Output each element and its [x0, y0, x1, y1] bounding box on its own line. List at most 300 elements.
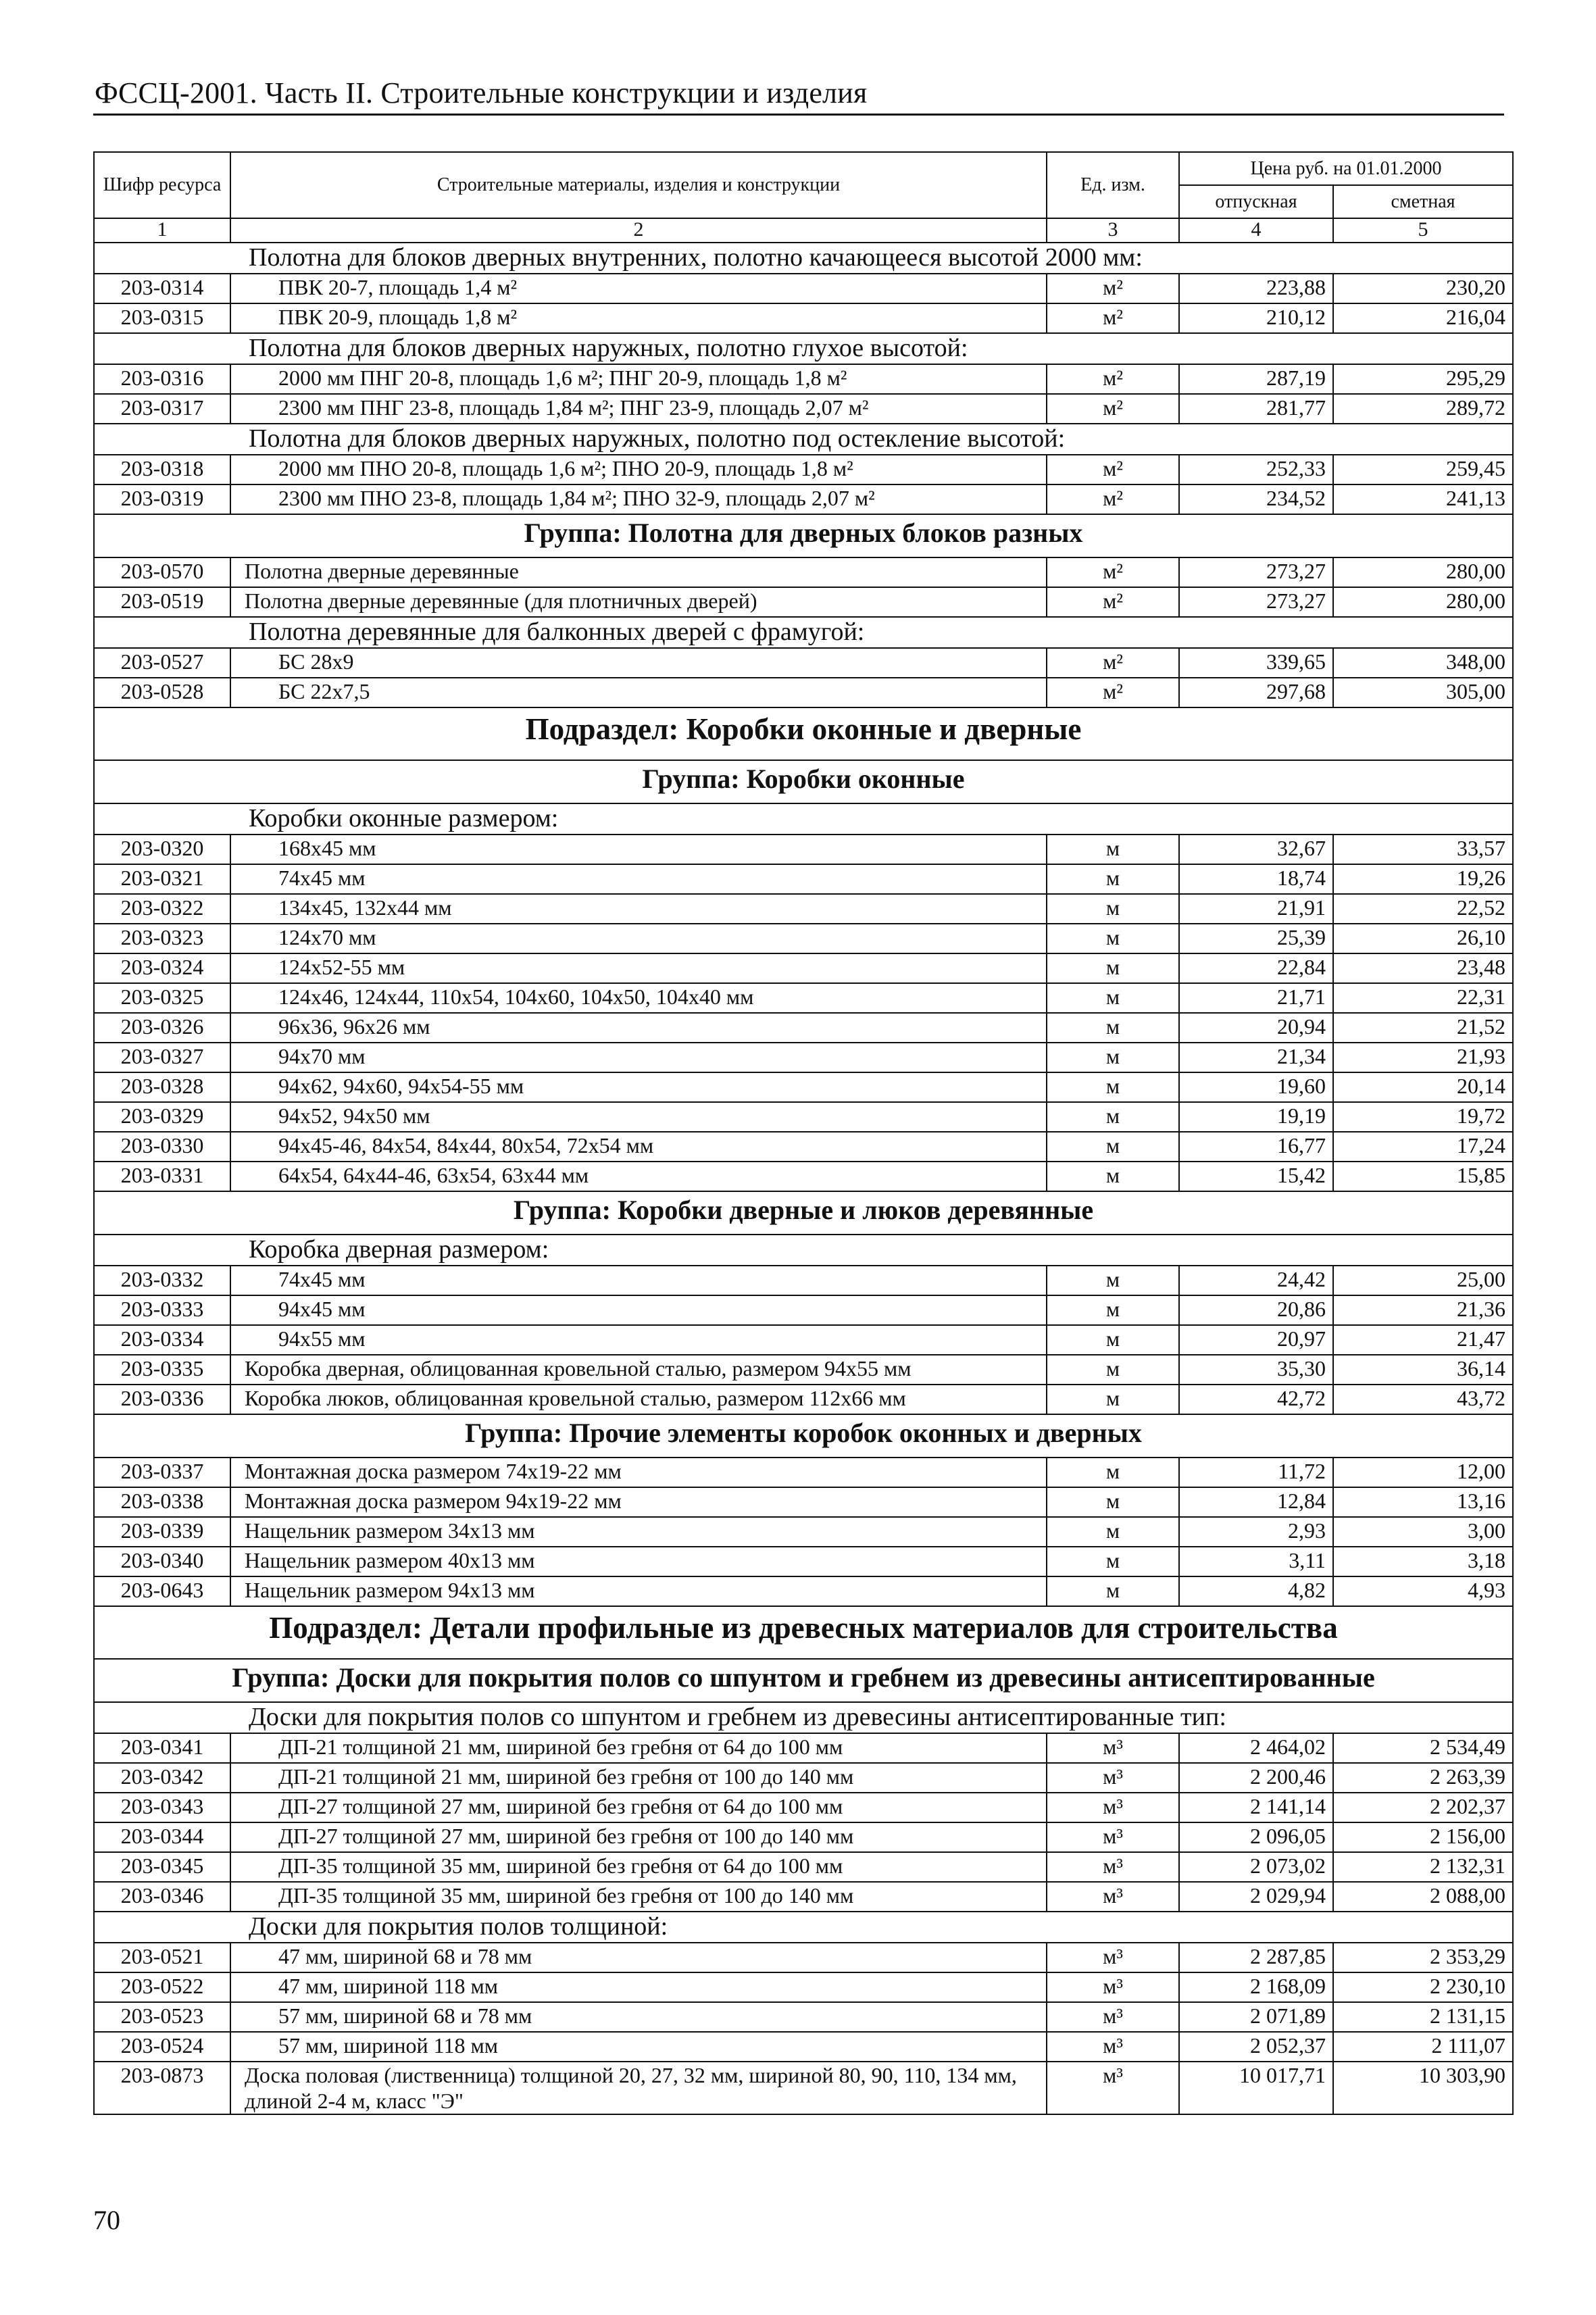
unit: м: [1047, 1013, 1179, 1043]
release-price: 16,77: [1179, 1132, 1333, 1162]
release-price: 20,94: [1179, 1013, 1333, 1043]
item-name: ДП-27 толщиной 27 мм, шириной без гребня от 100 до 140 мм: [230, 1822, 1047, 1852]
unit: м: [1047, 953, 1179, 983]
unit: м: [1047, 1355, 1179, 1385]
table-row: [94, 587, 1513, 617]
item-name: 57 мм, шириной 118 мм: [230, 2032, 1047, 2062]
estimate-price: 21,47: [1333, 1325, 1513, 1355]
caption-row: [94, 333, 1513, 364]
resource-code: 203-0328: [94, 1072, 230, 1102]
unit: м: [1047, 1325, 1179, 1355]
table-row: [94, 394, 1513, 424]
resource-code: 203-0314: [94, 274, 230, 303]
release-price: 339,65: [1179, 648, 1333, 678]
unit: м: [1047, 1487, 1179, 1517]
item-name: Нащельник размером 34х13 мм: [230, 1517, 1047, 1547]
unit: м³: [1047, 1882, 1179, 1912]
resource-code: 203-0333: [94, 1295, 230, 1325]
estimate-price: 3,00: [1333, 1517, 1513, 1547]
item-name: 94х45-46, 84х54, 84х44, 80х54, 72х54 мм: [230, 1132, 1047, 1162]
unit: м: [1047, 1132, 1179, 1162]
unit: м³: [1047, 1852, 1179, 1882]
estimate-price: 289,72: [1333, 394, 1513, 424]
estimate-price: 23,48: [1333, 953, 1513, 983]
release-price: 15,42: [1179, 1162, 1333, 1191]
unit: м²: [1047, 557, 1179, 587]
estimate-price: 21,52: [1333, 1013, 1513, 1043]
item-name: Полотна дверные деревянные (для плотничных дверей): [230, 587, 1047, 617]
unit: м: [1047, 894, 1179, 924]
table-row: [94, 953, 1513, 983]
estimate-price: 280,00: [1333, 587, 1513, 617]
resource-code: 203-0519: [94, 587, 230, 617]
table-row: [94, 303, 1513, 333]
group-heading-row: [94, 760, 1513, 803]
unit: м²: [1047, 274, 1179, 303]
col-number: 4: [1179, 218, 1333, 243]
unit: м: [1047, 1547, 1179, 1576]
release-price: 22,84: [1179, 953, 1333, 983]
resource-code: 203-0524: [94, 2032, 230, 2062]
column-numbers-row: [94, 218, 1513, 243]
unit: м: [1047, 1266, 1179, 1295]
unit: м: [1047, 1458, 1179, 1487]
title-rule: [93, 114, 1504, 116]
header-price: Цена руб. на 01.01.2000: [1179, 152, 1513, 185]
resource-code: 203-0317: [94, 394, 230, 424]
release-price: 2 141,14: [1179, 1793, 1333, 1822]
resource-code: 203-0521: [94, 1943, 230, 1972]
estimate-price: 216,04: [1333, 303, 1513, 333]
item-name: Монтажная доска размером 94х19-22 мм: [230, 1487, 1047, 1517]
item-name: 74х45 мм: [230, 864, 1047, 894]
estimate-price: 3,18: [1333, 1547, 1513, 1576]
estimate-price: 2 230,10: [1333, 1972, 1513, 2002]
item-name: 96х36, 96х26 мм: [230, 1013, 1047, 1043]
release-price: 20,97: [1179, 1325, 1333, 1355]
table-row: [94, 1972, 1513, 2002]
resource-code: 203-0345: [94, 1852, 230, 1882]
header-release: отпускная: [1179, 185, 1333, 218]
caption-row: [94, 803, 1513, 835]
release-price: 12,84: [1179, 1487, 1333, 1517]
group-heading: Группа: Коробки оконные: [94, 760, 1513, 803]
estimate-price: 4,93: [1333, 1576, 1513, 1606]
estimate-price: 2 131,15: [1333, 2002, 1513, 2032]
resource-code: 203-0337: [94, 1458, 230, 1487]
resource-code: 203-0336: [94, 1385, 230, 1414]
table-row: [94, 648, 1513, 678]
unit: м: [1047, 983, 1179, 1013]
release-price: 21,91: [1179, 894, 1333, 924]
table-row: [94, 1882, 1513, 1912]
estimate-price: 259,45: [1333, 455, 1513, 484]
unit: м: [1047, 1517, 1179, 1547]
unit: м: [1047, 1043, 1179, 1072]
estimate-price: 2 088,00: [1333, 1882, 1513, 1912]
unit: м²: [1047, 364, 1179, 394]
item-name: 64х54, 64х44-46, 63х54, 63х44 мм: [230, 1162, 1047, 1191]
category-caption: Доски для покрытия полов толщиной:: [94, 1912, 1513, 1943]
resource-code: 203-0340: [94, 1547, 230, 1576]
group-heading-row: [94, 1191, 1513, 1235]
unit: м³: [1047, 1793, 1179, 1822]
release-price: 21,34: [1179, 1043, 1333, 1072]
release-price: 2 464,02: [1179, 1733, 1333, 1763]
resource-code: 203-0322: [94, 894, 230, 924]
resource-code: 203-0320: [94, 835, 230, 864]
estimate-price: 22,52: [1333, 894, 1513, 924]
resource-code: 203-0319: [94, 484, 230, 514]
release-price: 11,72: [1179, 1458, 1333, 1487]
item-name: 124х46, 124х44, 110х54, 104х60, 104х50, 104х40 мм: [230, 983, 1047, 1013]
unit: м: [1047, 1162, 1179, 1191]
estimate-price: 13,16: [1333, 1487, 1513, 1517]
estimate-price: 33,57: [1333, 835, 1513, 864]
table-row: [94, 484, 1513, 514]
unit: м³: [1047, 2062, 1179, 2114]
caption-row: [94, 1235, 1513, 1266]
resource-code: 203-0341: [94, 1733, 230, 1763]
col-number: 5: [1333, 218, 1513, 243]
resource-code: 203-0643: [94, 1576, 230, 1606]
resource-code: 203-0321: [94, 864, 230, 894]
release-price: 297,68: [1179, 678, 1333, 707]
release-price: 223,88: [1179, 274, 1333, 303]
estimate-price: 15,85: [1333, 1162, 1513, 1191]
table-row: [94, 1547, 1513, 1576]
item-name: Полотна дверные деревянные: [230, 557, 1047, 587]
unit: м²: [1047, 394, 1179, 424]
resource-code: 203-0523: [94, 2002, 230, 2032]
header-code: Шифр ресурса: [94, 152, 230, 218]
group-heading: Группа: Коробки дверные и люков деревянные: [94, 1191, 1513, 1235]
item-name: 2300 мм ПНГ 23-8, площадь 1,84 м²; ПНГ 23-9, площадь 2,07 м²: [230, 394, 1047, 424]
item-name: Нащельник размером 40х13 мм: [230, 1547, 1047, 1576]
unit: м²: [1047, 484, 1179, 514]
table-row: [94, 894, 1513, 924]
table-row: [94, 274, 1513, 303]
subsection-heading: Подраздел: Детали профильные из древесных материалов для строительства: [94, 1606, 1513, 1659]
release-price: 2 029,94: [1179, 1882, 1333, 1912]
table-row: [94, 1733, 1513, 1763]
resource-code: 203-0315: [94, 303, 230, 333]
resource-code: 203-0318: [94, 455, 230, 484]
subsection-heading-row: [94, 1606, 1513, 1659]
table-row: [94, 1355, 1513, 1385]
resource-code: 203-0527: [94, 648, 230, 678]
item-name: ПВК 20-7, площадь 1,4 м²: [230, 274, 1047, 303]
group-heading-row: [94, 514, 1513, 557]
resource-code: 203-0316: [94, 364, 230, 394]
table-row: [94, 2032, 1513, 2062]
estimate-price: 2 202,37: [1333, 1793, 1513, 1822]
group-heading-row: [94, 1659, 1513, 1702]
unit: м²: [1047, 303, 1179, 333]
resource-code: 203-0327: [94, 1043, 230, 1072]
table-row: [94, 1943, 1513, 1972]
release-price: 19,60: [1179, 1072, 1333, 1102]
table-row: [94, 1763, 1513, 1793]
price-table: [93, 151, 1514, 2115]
header-unit: Ед. изм.: [1047, 152, 1179, 218]
header-estimate: сметная: [1333, 185, 1513, 218]
table-row: [94, 557, 1513, 587]
resource-code: 203-0331: [94, 1162, 230, 1191]
resource-code: 203-0332: [94, 1266, 230, 1295]
unit: м³: [1047, 1733, 1179, 1763]
estimate-price: 2 534,49: [1333, 1733, 1513, 1763]
table-row: [94, 678, 1513, 707]
release-price: 210,12: [1179, 303, 1333, 333]
unit: м²: [1047, 455, 1179, 484]
item-name: ДП-35 толщиной 35 мм, шириной без гребня от 100 до 140 мм: [230, 1882, 1047, 1912]
estimate-price: 21,36: [1333, 1295, 1513, 1325]
caption-row: [94, 424, 1513, 455]
release-price: 2 168,09: [1179, 1972, 1333, 2002]
table-row: [94, 1325, 1513, 1355]
item-name: 94х45 мм: [230, 1295, 1047, 1325]
table-row: [94, 1102, 1513, 1132]
table-row: [94, 835, 1513, 864]
group-heading: Группа: Прочие элементы коробок оконных и дверных: [94, 1414, 1513, 1458]
table-row: [94, 364, 1513, 394]
table-row: [94, 455, 1513, 484]
unit: м³: [1047, 1763, 1179, 1793]
item-name: 94х70 мм: [230, 1043, 1047, 1072]
release-price: 10 017,71: [1179, 2062, 1333, 2114]
table-row: [94, 1458, 1513, 1487]
release-price: 2,93: [1179, 1517, 1333, 1547]
estimate-price: 12,00: [1333, 1458, 1513, 1487]
resource-code: 203-0873: [94, 2062, 230, 2114]
table-row: [94, 1822, 1513, 1852]
estimate-price: 230,20: [1333, 274, 1513, 303]
unit: м³: [1047, 1822, 1179, 1852]
release-price: 2 052,37: [1179, 2032, 1333, 2062]
table-row: [94, 1043, 1513, 1072]
release-price: 273,27: [1179, 587, 1333, 617]
estimate-price: 2 111,07: [1333, 2032, 1513, 2062]
estimate-price: 25,00: [1333, 1266, 1513, 1295]
table-row: [94, 1132, 1513, 1162]
resource-code: 203-0343: [94, 1793, 230, 1822]
resource-code: 203-0346: [94, 1882, 230, 1912]
estimate-price: 2 132,31: [1333, 1852, 1513, 1882]
estimate-price: 10 303,90: [1333, 2062, 1513, 2114]
category-caption: Полотна для блоков дверных внутренних, полотно качающееся высотой 2000 мм:: [94, 243, 1513, 274]
item-name: ДП-35 толщиной 35 мм, шириной без гребня от 64 до 100 мм: [230, 1852, 1047, 1882]
resource-code: 203-0334: [94, 1325, 230, 1355]
page-number: 70: [93, 2205, 120, 2235]
table-row: [94, 1013, 1513, 1043]
item-name: 57 мм, шириной 68 и 78 мм: [230, 2002, 1047, 2032]
release-price: 18,74: [1179, 864, 1333, 894]
estimate-price: 43,72: [1333, 1385, 1513, 1414]
release-price: 252,33: [1179, 455, 1333, 484]
item-name: 47 мм, шириной 68 и 78 мм: [230, 1943, 1047, 1972]
release-price: 32,67: [1179, 835, 1333, 864]
unit: м: [1047, 835, 1179, 864]
item-name: 124х52-55 мм: [230, 953, 1047, 983]
col-number: 2: [230, 218, 1047, 243]
resource-code: 203-0570: [94, 557, 230, 587]
item-name: Монтажная доска размером 74х19-22 мм: [230, 1458, 1047, 1487]
resource-code: 203-0344: [94, 1822, 230, 1852]
unit: м²: [1047, 587, 1179, 617]
release-price: 35,30: [1179, 1355, 1333, 1385]
release-price: 234,52: [1179, 484, 1333, 514]
unit: м³: [1047, 1972, 1179, 2002]
estimate-price: 20,14: [1333, 1072, 1513, 1102]
estimate-price: 2 156,00: [1333, 1822, 1513, 1852]
table-row: [94, 1793, 1513, 1822]
item-name: 94х55 мм: [230, 1325, 1047, 1355]
subsection-heading: Подраздел: Коробки оконные и дверные: [94, 707, 1513, 760]
table-row: [94, 1266, 1513, 1295]
category-caption: Коробки оконные размером:: [94, 803, 1513, 835]
category-caption: Доски для покрытия полов со шпунтом и гребнем из древесины антисептированные тип:: [94, 1702, 1513, 1733]
item-name: БС 22х7,5: [230, 678, 1047, 707]
estimate-price: 36,14: [1333, 1355, 1513, 1385]
release-price: 21,71: [1179, 983, 1333, 1013]
page-title: ФССЦ-2001. Часть II. Строительные конструкции и изделия: [95, 76, 868, 109]
estimate-price: 2 263,39: [1333, 1763, 1513, 1793]
release-price: 281,77: [1179, 394, 1333, 424]
table-row: [94, 1385, 1513, 1414]
table-row: [94, 1517, 1513, 1547]
table-row: [94, 1576, 1513, 1606]
release-price: 2 287,85: [1179, 1943, 1333, 1972]
unit: м: [1047, 924, 1179, 953]
unit: м²: [1047, 678, 1179, 707]
unit: м³: [1047, 2002, 1179, 2032]
item-name: 94х52, 94х50 мм: [230, 1102, 1047, 1132]
item-name: 94х62, 94х60, 94х54-55 мм: [230, 1072, 1047, 1102]
resource-code: 203-0323: [94, 924, 230, 953]
resource-code: 203-0339: [94, 1517, 230, 1547]
category-caption: Коробка дверная размером:: [94, 1235, 1513, 1266]
col-number: 3: [1047, 218, 1179, 243]
table-row: [94, 1295, 1513, 1325]
release-price: 24,42: [1179, 1266, 1333, 1295]
item-name: 2000 мм ПНО 20-8, площадь 1,6 м²; ПНО 20-9, площадь 1,8 м²: [230, 455, 1047, 484]
item-name: 74х45 мм: [230, 1266, 1047, 1295]
estimate-price: 19,72: [1333, 1102, 1513, 1132]
caption-row: [94, 1702, 1513, 1733]
table-row: [94, 864, 1513, 894]
estimate-price: 22,31: [1333, 983, 1513, 1013]
release-price: 42,72: [1179, 1385, 1333, 1414]
item-name: ДП-21 толщиной 21 мм, шириной без гребня от 100 до 140 мм: [230, 1763, 1047, 1793]
item-name: 47 мм, шириной 118 мм: [230, 1972, 1047, 2002]
item-name: Коробка дверная, облицованная кровельной сталью, размером 94х55 мм: [230, 1355, 1047, 1385]
item-name: 2000 мм ПНГ 20-8, площадь 1,6 м²; ПНГ 20-9, площадь 1,8 м²: [230, 364, 1047, 394]
release-price: 273,27: [1179, 557, 1333, 587]
release-price: 20,86: [1179, 1295, 1333, 1325]
release-price: 3,11: [1179, 1547, 1333, 1576]
release-price: 2 200,46: [1179, 1763, 1333, 1793]
table-row: [94, 1487, 1513, 1517]
resource-code: 203-0528: [94, 678, 230, 707]
unit: м: [1047, 1295, 1179, 1325]
estimate-price: 348,00: [1333, 648, 1513, 678]
subsection-heading-row: [94, 707, 1513, 760]
table-row: [94, 2002, 1513, 2032]
resource-code: 203-0342: [94, 1763, 230, 1793]
item-name: ПВК 20-9, площадь 1,8 м²: [230, 303, 1047, 333]
estimate-price: 241,13: [1333, 484, 1513, 514]
resource-code: 203-0330: [94, 1132, 230, 1162]
estimate-price: 19,26: [1333, 864, 1513, 894]
header-name: Строительные материалы, изделия и конструкции: [230, 152, 1047, 218]
caption-row: [94, 1912, 1513, 1943]
estimate-price: 305,00: [1333, 678, 1513, 707]
resource-code: 203-0326: [94, 1013, 230, 1043]
item-name: 2300 мм ПНО 23-8, площадь 1,84 м²; ПНО 32-9, площадь 2,07 м²: [230, 484, 1047, 514]
unit: м: [1047, 1072, 1179, 1102]
resource-code: 203-0335: [94, 1355, 230, 1385]
estimate-price: 2 353,29: [1333, 1943, 1513, 1972]
resource-code: 203-0324: [94, 953, 230, 983]
estimate-price: 21,93: [1333, 1043, 1513, 1072]
release-price: 2 071,89: [1179, 2002, 1333, 2032]
item-name: Доска половая (лиственница) толщиной 20, 27, 32 мм, шириной 80, 90, 110, 134 мм, длиной 2-4 м, класс "Э": [230, 2062, 1047, 2114]
release-price: 19,19: [1179, 1102, 1333, 1132]
unit: м: [1047, 864, 1179, 894]
estimate-price: 295,29: [1333, 364, 1513, 394]
resource-code: 203-0338: [94, 1487, 230, 1517]
item-name: 168х45 мм: [230, 835, 1047, 864]
resource-code: 203-0325: [94, 983, 230, 1013]
item-name: ДП-21 толщиной 21 мм, шириной без гребня от 64 до 100 мм: [230, 1733, 1047, 1763]
group-heading-row: [94, 1414, 1513, 1458]
table-body: [94, 152, 1513, 2114]
category-caption: Полотна для блоков дверных наружных, полотно глухое высотой:: [94, 333, 1513, 364]
item-name: БС 28х9: [230, 648, 1047, 678]
unit: м: [1047, 1102, 1179, 1132]
estimate-price: 26,10: [1333, 924, 1513, 953]
table-row: [94, 1072, 1513, 1102]
caption-row: [94, 617, 1513, 648]
resource-code: 203-0522: [94, 1972, 230, 2002]
release-price: 2 096,05: [1179, 1822, 1333, 1852]
release-price: 287,19: [1179, 364, 1333, 394]
group-heading: Группа: Доски для покрытия полов со шпунтом и гребнем из древесины антисептированные: [94, 1659, 1513, 1702]
release-price: 25,39: [1179, 924, 1333, 953]
unit: м²: [1047, 648, 1179, 678]
table-row: [94, 924, 1513, 953]
category-caption: Полотна для блоков дверных наружных, полотно под остекление высотой:: [94, 424, 1513, 455]
col-number: 1: [94, 218, 230, 243]
group-heading: Группа: Полотна для дверных блоков разных: [94, 514, 1513, 557]
category-caption: Полотна деревянные для балконных дверей с фрамугой:: [94, 617, 1513, 648]
table-row: [94, 983, 1513, 1013]
estimate-price: 17,24: [1333, 1132, 1513, 1162]
item-name: Коробка люков, облицованная кровельной сталью, размером 112х66 мм: [230, 1385, 1047, 1414]
table-row: [94, 1852, 1513, 1882]
table-row: [94, 1162, 1513, 1191]
header-row: [94, 152, 1513, 185]
release-price: 2 073,02: [1179, 1852, 1333, 1882]
item-name: Нащельник размером 94х13 мм: [230, 1576, 1047, 1606]
item-name: 134х45, 132х44 мм: [230, 894, 1047, 924]
estimate-price: 280,00: [1333, 557, 1513, 587]
resource-code: 203-0329: [94, 1102, 230, 1132]
unit: м³: [1047, 1943, 1179, 1972]
item-name: ДП-27 толщиной 27 мм, шириной без гребня от 64 до 100 мм: [230, 1793, 1047, 1822]
unit: м: [1047, 1576, 1179, 1606]
